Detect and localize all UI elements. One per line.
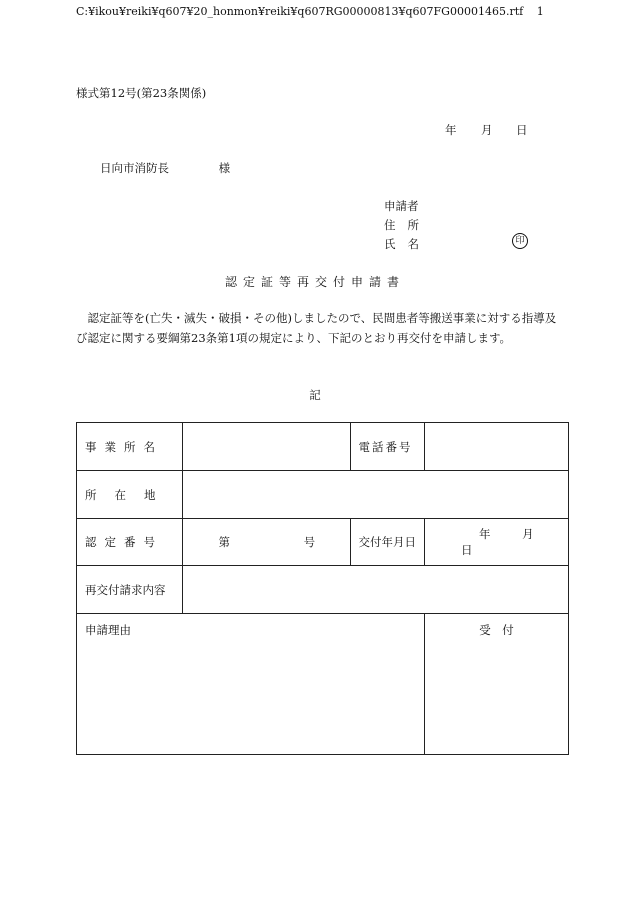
issue-date-label: 交付年月日 [350,519,425,566]
name-char-1: 氏 [384,237,396,251]
cert-go: 号 [303,535,316,549]
row-office [77,423,569,471]
date-month: 月 [481,123,493,137]
seal-mark: 印 [512,233,528,249]
reissue-content-label: 再交付請求内容 [77,566,183,614]
issue-year: 年 [479,527,491,541]
row-certification [77,519,569,566]
row-reason [77,614,569,755]
office-name-field[interactable] [182,423,350,471]
form-number: 様式第12号(第23条関係) [76,86,207,100]
issue-day: 日 [461,543,473,557]
row-reissue [77,566,569,614]
phone-label: 電話番号 [350,423,425,471]
addressee-name: 日向市消防長 [100,161,169,175]
issue-month: 月 [522,527,534,541]
ki-heading: 記 [309,388,321,402]
applicant-address [384,217,419,233]
date-year: 年 [445,123,457,137]
location-label: 所在地 [77,471,183,519]
reception-field [425,614,569,755]
reason-label: 申請理由 [85,623,131,637]
row-location [77,471,569,519]
name-char-2: 名 [407,237,419,251]
address-char-2: 所 [407,218,419,232]
reissue-content-field[interactable] [182,566,569,614]
file-path: C:¥ikou¥reiki¥q607¥20_honmon¥reiki¥q607RG00000813¥q607FG00001465.rtf [76,5,524,18]
address-char-1: 住 [384,218,396,232]
reason-field[interactable] [77,614,425,755]
cert-number-label: 認定番号 [77,519,183,566]
date-day: 日 [516,123,528,137]
page-number: 1 [536,5,544,18]
cert-number-field[interactable] [182,519,350,566]
reception-label: 受 付 [479,623,514,637]
location-field[interactable] [182,471,569,519]
applicant-label: 申請者 [384,199,419,213]
document-title: 認定証等再交付申請書 [224,275,405,289]
body-text: 認定証等を(亡失・滅失・破損・その他)しましたので、民間患者等搬送事業に対する指導及び認定に関する要綱第23条第1項の規定により、下記のとおり再交付を申請します。 [76,311,557,345]
office-name-label: 事業所名 [77,423,183,471]
cert-dai: 第 [218,535,230,549]
file-path-header [76,5,544,18]
issue-date-field[interactable] [425,519,569,566]
application-table [76,422,569,755]
addressee [100,160,230,176]
applicant-name [384,236,419,252]
addressee-honorific: 様 [218,161,231,175]
phone-field[interactable] [425,423,569,471]
